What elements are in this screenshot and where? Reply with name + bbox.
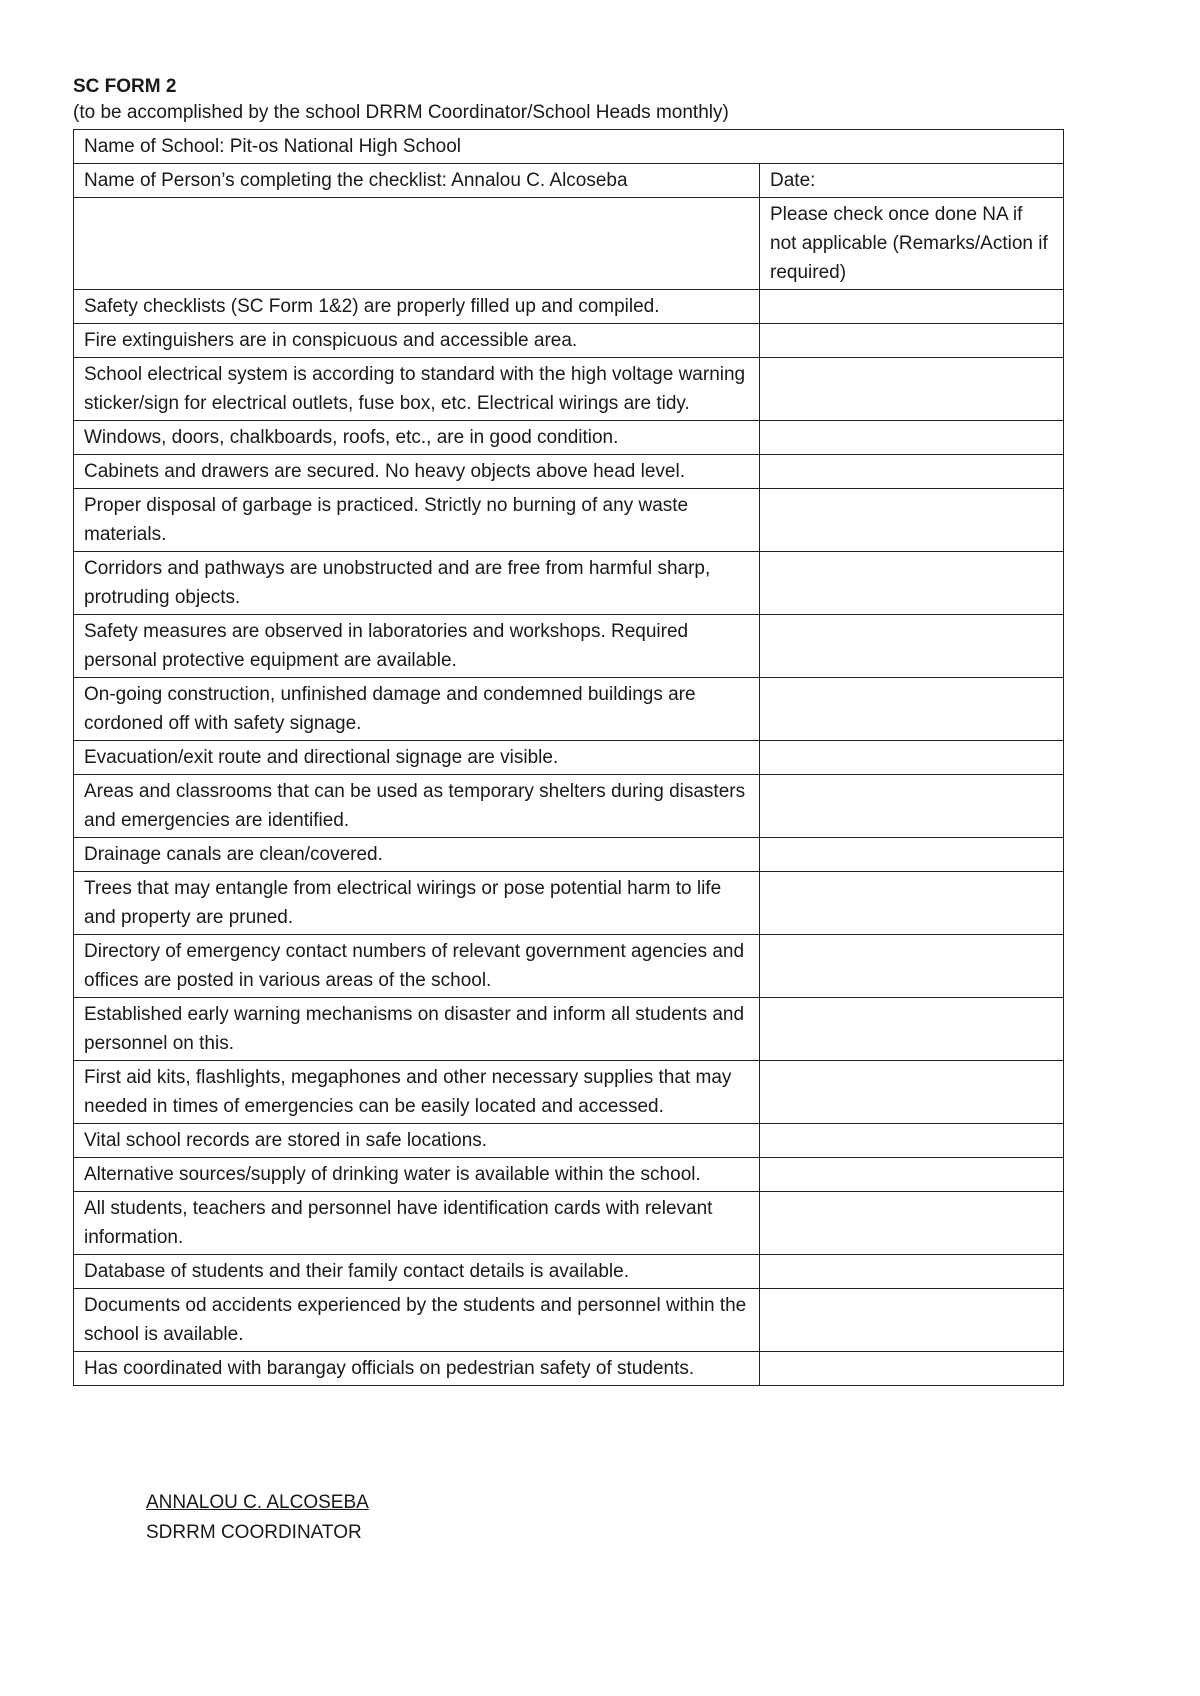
checklist-item-text: Has coordinated with barangay officials on pedestrian safety of students. — [74, 1352, 760, 1386]
person-row — [74, 164, 1064, 198]
checklist-remark-cell[interactable] — [760, 615, 1064, 678]
checklist-remark-cell[interactable] — [760, 290, 1064, 324]
checklist-row — [74, 358, 1064, 421]
checklist-remark-cell[interactable] — [760, 1158, 1064, 1192]
checklist-row — [74, 1255, 1064, 1289]
form-subtitle: (to be accomplished by the school DRRM Coordinator/School Heads monthly) — [73, 102, 729, 123]
checklist-row — [74, 998, 1064, 1061]
checklist-remark-cell[interactable] — [760, 1255, 1064, 1289]
checklist-remark-cell[interactable] — [760, 324, 1064, 358]
checklist-remark-cell[interactable] — [760, 678, 1064, 741]
checklist-item-text: Cabinets and drawers are secured. No heavy objects above head level. — [74, 455, 760, 489]
checklist-remark-cell[interactable] — [760, 1192, 1064, 1255]
checklist-remark-cell[interactable] — [760, 552, 1064, 615]
checklist-row — [74, 1158, 1064, 1192]
checklist-remark-cell[interactable] — [760, 741, 1064, 775]
checklist-remark-cell[interactable] — [760, 998, 1064, 1061]
checklist-item-text: Directory of emergency contact numbers of relevant government agencies and offices are posted in various areas of the school. — [74, 935, 760, 998]
checklist-item-text: Evacuation/exit route and directional signage are visible. — [74, 741, 760, 775]
checklist-item-text: Established early warning mechanisms on disaster and inform all students and personnel on this. — [74, 998, 760, 1061]
checklist-row — [74, 1192, 1064, 1255]
checklist-remark-cell[interactable] — [760, 455, 1064, 489]
checklist-row — [74, 1061, 1064, 1124]
form-title: SC FORM 2 — [73, 76, 177, 97]
checklist-item-text: Proper disposal of garbage is practiced. Strictly no burning of any waste materials. — [74, 489, 760, 552]
date-cell: Date: — [760, 164, 1064, 198]
checklist-item-text: Safety measures are observed in laboratories and workshops. Required personal protective equipment are available. — [74, 615, 760, 678]
school-name-row — [74, 130, 1064, 164]
school-name-cell: Name of School: Pit-os National High School — [74, 130, 1064, 164]
checklist-item-text: Alternative sources/supply of drinking water is available within the school. — [74, 1158, 760, 1192]
checklist-item-text: Vital school records are stored in safe locations. — [74, 1124, 760, 1158]
person-cell: Name of Person’s completing the checklist: Annalou C. Alcoseba — [74, 164, 760, 198]
checklist-item-text: Drainage canals are clean/covered. — [74, 838, 760, 872]
checklist-row — [74, 615, 1064, 678]
checklist-row — [74, 1352, 1064, 1386]
checklist-item-text: Fire extinguishers are in conspicuous and accessible area. — [74, 324, 760, 358]
checklist-item-text: Trees that may entangle from electrical wirings or pose potential harm to life and property are pruned. — [74, 872, 760, 935]
checklist-row — [74, 489, 1064, 552]
checklist-remark-cell[interactable] — [760, 1352, 1064, 1386]
checklist-remark-cell[interactable] — [760, 838, 1064, 872]
checklist-row — [74, 290, 1064, 324]
checklist-remark-cell[interactable] — [760, 935, 1064, 998]
checklist-item-text: On-going construction, unfinished damage and condemned buildings are cordoned off with safety signage. — [74, 678, 760, 741]
checklist-item-text: Safety checklists (SC Form 1&2) are properly filled up and compiled. — [74, 290, 760, 324]
signature-block — [146, 1488, 369, 1548]
checklist-remark-cell[interactable] — [760, 1289, 1064, 1352]
checklist-remark-cell[interactable] — [760, 358, 1064, 421]
checklist-item-text: Windows, doors, chalkboards, roofs, etc., are in good condition. — [74, 421, 760, 455]
checklist-row — [74, 455, 1064, 489]
checklist-item-text: First aid kits, flashlights, megaphones and other necessary supplies that may needed in times of emergencies can be easily located and accessed. — [74, 1061, 760, 1124]
checklist-remark-cell[interactable] — [760, 872, 1064, 935]
checklist-row — [74, 678, 1064, 741]
checklist-row — [74, 775, 1064, 838]
instructions-blank-cell — [74, 198, 760, 290]
signatory-name: ANNALOU C. ALCOSEBA — [146, 1492, 369, 1513]
checklist-row — [74, 552, 1064, 615]
instructions-cell: Please check once done NA if not applicable (Remarks/Action if required) — [760, 198, 1064, 290]
checklist-row — [74, 872, 1064, 935]
checklist-row — [74, 838, 1064, 872]
checklist-item-text: Database of students and their family contact details is available. — [74, 1255, 760, 1289]
checklist-item-text: Corridors and pathways are unobstructed and are free from harmful sharp, protruding objects. — [74, 552, 760, 615]
checklist-remark-cell[interactable] — [760, 1061, 1064, 1124]
checklist-row — [74, 935, 1064, 998]
checklist-item-text: Documents od accidents experienced by the students and personnel within the school is available. — [74, 1289, 760, 1352]
checklist-remark-cell[interactable] — [760, 421, 1064, 455]
checklist-remark-cell[interactable] — [760, 1124, 1064, 1158]
document-page — [73, 74, 1063, 1386]
checklist-row — [74, 324, 1064, 358]
signatory-position: SDRRM COORDINATOR — [146, 1522, 362, 1543]
checklist-item-text: All students, teachers and personnel have identification cards with relevant information. — [74, 1192, 760, 1255]
checklist-row — [74, 1289, 1064, 1352]
checklist-row — [74, 1124, 1064, 1158]
checklist-remark-cell[interactable] — [760, 775, 1064, 838]
checklist-remark-cell[interactable] — [760, 489, 1064, 552]
checklist-row — [74, 421, 1064, 455]
instructions-row — [74, 198, 1064, 290]
checklist-item-text: School electrical system is according to standard with the high voltage warning sticker/sign for electrical outlets, fuse box, etc. Electrical wirings are tidy. — [74, 358, 760, 421]
checklist-row — [74, 741, 1064, 775]
checklist-item-text: Areas and classrooms that can be used as temporary shelters during disasters and emergencies are identified. — [74, 775, 760, 838]
safety-checklist-table — [73, 129, 1064, 1386]
